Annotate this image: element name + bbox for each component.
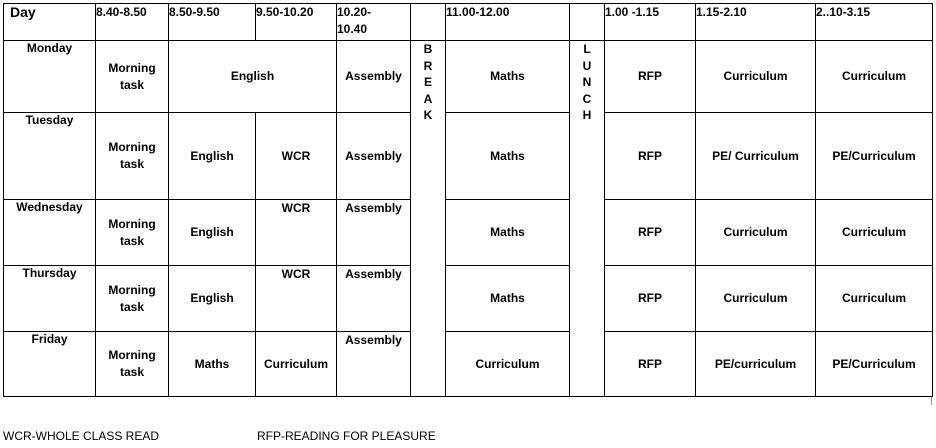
break-column xyxy=(411,41,446,397)
cell-rfp: RFP xyxy=(605,41,696,113)
day-wednesday: Wednesday xyxy=(4,200,96,266)
cell-maths: Maths xyxy=(446,200,570,266)
row-tuesday xyxy=(4,113,933,200)
lunch-letter: C xyxy=(582,91,592,106)
cell-assembly: Assembly xyxy=(337,332,411,397)
cell-maths: Maths xyxy=(446,41,570,113)
time-header-break xyxy=(411,4,446,41)
header-row xyxy=(4,4,933,41)
cell-rfp: RFP xyxy=(605,332,696,397)
lunch-letter: L xyxy=(583,42,591,56)
lunch-letter: N xyxy=(582,75,592,89)
cell-pe-curriculum: PE/curriculum xyxy=(696,332,816,397)
cell-rfp: RFP xyxy=(605,113,696,200)
lunch-letter: H xyxy=(582,108,592,122)
cell-morning-task: Morning task xyxy=(96,332,169,397)
time-header-1: 8.40-8.50 xyxy=(96,4,169,41)
timetable xyxy=(3,3,933,397)
cell-rfp: RFP xyxy=(605,266,696,332)
edge-mark xyxy=(931,397,932,405)
cell-rfp: RFP xyxy=(605,200,696,266)
cell-maths: Maths xyxy=(169,332,256,397)
time-header-2: 8.50-9.50 xyxy=(169,4,256,41)
cell-curriculum: Curriculum xyxy=(816,266,933,332)
cell-maths: Maths xyxy=(446,113,570,200)
cell-wcr: WCR xyxy=(256,200,337,266)
day-friday: Friday xyxy=(4,332,96,397)
row-monday xyxy=(4,41,933,113)
day-header: Day xyxy=(4,4,96,41)
cell-curriculum: Curriculum xyxy=(696,41,816,113)
cell-wcr: WCR xyxy=(256,266,337,332)
break-letter: R xyxy=(423,58,433,73)
cell-maths: Maths xyxy=(446,266,570,332)
time-header-4: 10.20- 10.40 xyxy=(337,4,411,41)
lunch-column xyxy=(570,41,605,397)
cell-english: English xyxy=(169,266,256,332)
legend-rfp: RFP-READING FOR PLEASURE xyxy=(257,429,436,443)
cell-pe-curriculum: PE/Curriculum xyxy=(816,113,933,200)
lunch-letter: U xyxy=(582,58,592,73)
cell-curriculum: Curriculum xyxy=(816,41,933,113)
cell-pe-curriculum: PE/ Curriculum xyxy=(696,113,816,200)
cell-wcr: WCR xyxy=(256,113,337,200)
cell-english: English xyxy=(169,113,256,200)
cell-curriculum: Curriculum xyxy=(256,332,337,397)
day-monday: Monday xyxy=(4,41,96,113)
break-letter: A xyxy=(423,91,433,106)
day-tuesday: Tuesday xyxy=(4,113,96,200)
time-header-8: 1.00 -1.15 xyxy=(605,4,696,41)
day-thursday: Thursday xyxy=(4,266,96,332)
cell-assembly: Assembly xyxy=(337,266,411,332)
cell-curriculum: Curriculum xyxy=(696,200,816,266)
time-header-3: 9.50-10.20 xyxy=(256,4,337,41)
time-header-lunch xyxy=(570,4,605,41)
cell-assembly: Assembly xyxy=(337,41,411,113)
time-header-10: 2..10-3.15 xyxy=(816,4,933,41)
time-header-6: 11.00-12.00 xyxy=(446,4,570,41)
cell-english: English xyxy=(169,200,256,266)
cell-curriculum: Curriculum xyxy=(816,200,933,266)
cell-english: English xyxy=(169,41,337,113)
cell-morning-task: Morning task xyxy=(96,266,169,332)
legend-wcr: WCR-WHOLE CLASS READ xyxy=(3,429,160,443)
break-letter: K xyxy=(423,108,433,122)
cell-pe-curriculum: PE/Curriculum xyxy=(816,332,933,397)
break-letter: B xyxy=(423,42,433,56)
row-wednesday xyxy=(4,200,933,266)
cell-curriculum: Curriculum xyxy=(696,266,816,332)
cell-assembly: Assembly xyxy=(337,200,411,266)
break-letter: E xyxy=(423,75,432,89)
row-thursday xyxy=(4,266,933,332)
cell-morning-task: Morning task xyxy=(96,113,169,200)
cell-curriculum: Curriculum xyxy=(446,332,570,397)
cell-assembly: Assembly xyxy=(337,113,411,200)
cell-morning-task: Morning task xyxy=(96,200,169,266)
time-header-9: 1.15-2.10 xyxy=(696,4,816,41)
cell-morning-task: Morning task xyxy=(96,41,169,113)
row-friday xyxy=(4,332,933,397)
